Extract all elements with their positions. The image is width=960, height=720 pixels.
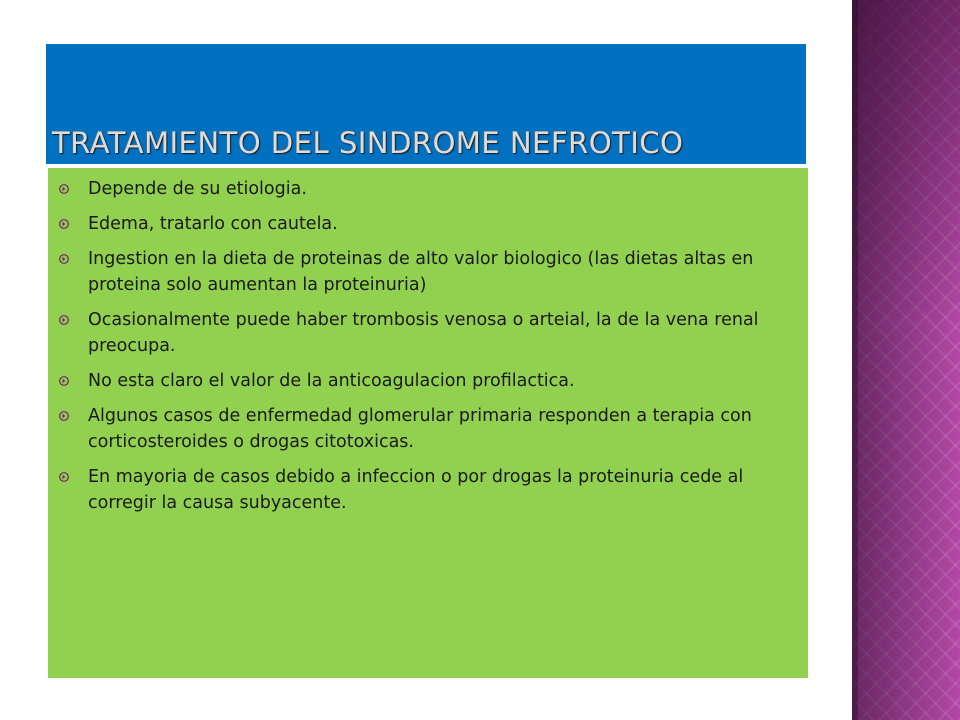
bullet-item	[48, 211, 808, 237]
bullet-text: Edema, tratarlo con cautela.	[88, 214, 338, 234]
bullet-text: En mayoria de casos debido a infeccion o por drogas la proteinuria cede al corregir la causa subyacente.	[88, 467, 744, 513]
circled-arrow-bullet-icon	[59, 184, 69, 194]
content-box	[48, 168, 808, 678]
bullet-text: No esta claro el valor de la anticoagulacion profilactica.	[88, 371, 575, 391]
decorative-side-strip	[852, 0, 960, 720]
bullet-item	[48, 307, 808, 359]
title-band	[46, 44, 806, 164]
slide-title: TRATAMIENTO DEL SINDROME NEFROTICO	[52, 126, 684, 160]
side-strip-edge-shadow	[852, 0, 858, 720]
circled-arrow-bullet-icon	[59, 315, 69, 325]
bullet-item	[48, 403, 808, 455]
bullet-item	[48, 368, 808, 394]
circled-arrow-bullet-icon	[59, 219, 69, 229]
circled-arrow-bullet-icon	[59, 376, 69, 386]
circled-arrow-bullet-icon	[59, 472, 69, 482]
circled-arrow-bullet-icon	[59, 411, 69, 421]
bullet-item	[48, 246, 808, 298]
bullet-item	[48, 464, 808, 516]
bullet-item	[48, 176, 808, 202]
bullet-text: Depende de su etiologia.	[88, 179, 307, 199]
bullet-text: Ocasionalmente puede haber trombosis venosa o arteial, la de la vena renal preocupa.	[88, 310, 759, 356]
bullet-text: Ingestion en la dieta de proteinas de alto valor biologico (las dietas altas en proteina solo aumentan la proteinuria)	[88, 249, 754, 295]
bullet-text: Algunos casos de enfermedad glomerular primaria responden a terapia con corticosteroides o drogas citotoxicas.	[88, 406, 752, 452]
circled-arrow-bullet-icon	[59, 254, 69, 264]
bullet-list	[48, 176, 808, 525]
